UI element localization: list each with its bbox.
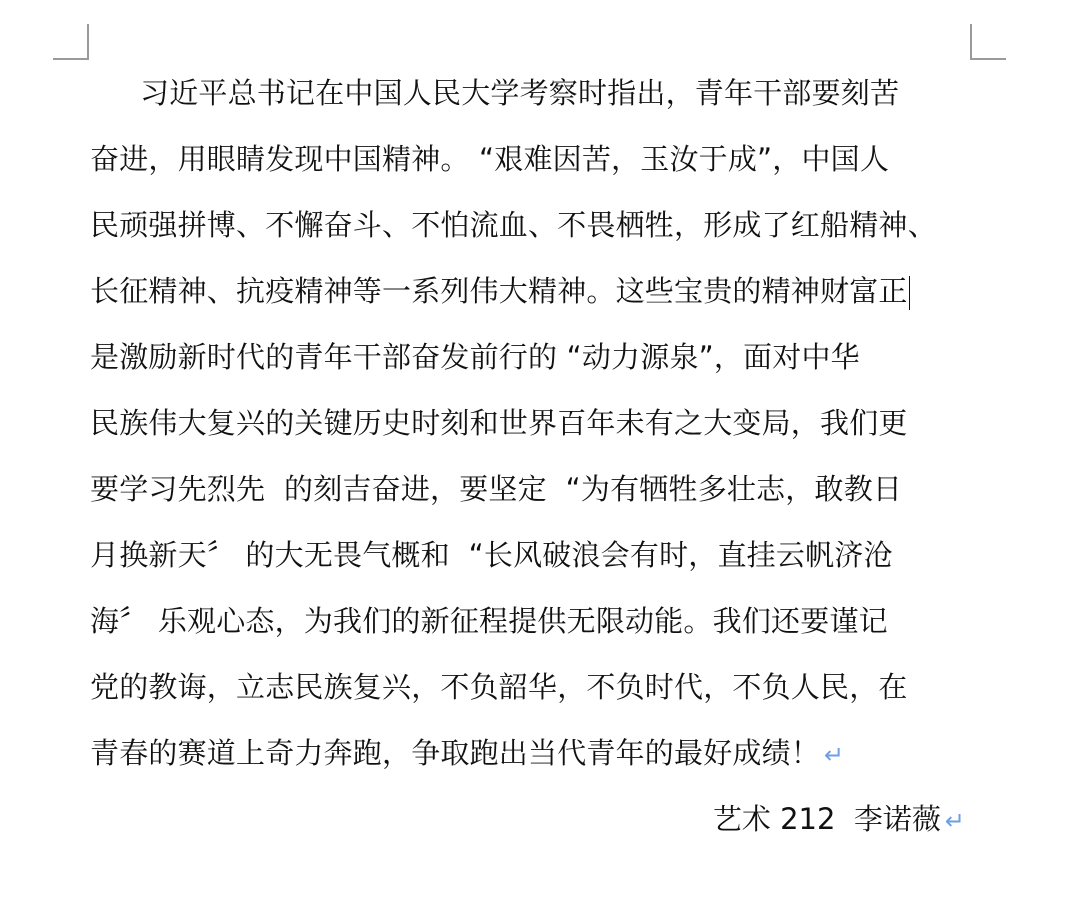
top-right-margin-mark — [970, 24, 1006, 60]
text-line — [90, 588, 980, 654]
text-line — [90, 60, 980, 126]
text-line — [90, 720, 980, 786]
line-text: 要学习先烈先 的刻吉奋进，要坚定 “为有牺牲多壮志，敢教日 — [90, 472, 903, 506]
text-line — [90, 654, 980, 720]
text-cursor — [909, 276, 911, 310]
line-text: 民族伟大复兴的关键历史时刻和世界百年未有之大变局，我们更 — [90, 406, 908, 440]
line-text: 党的教诲，立志民族复兴，不负韶华，不负时代，不负人民，在 — [90, 670, 908, 704]
signature-text: 艺术 212 李诺薇 — [712, 802, 941, 836]
text-line — [90, 522, 980, 588]
paragraph-mark-icon: ↵ — [824, 741, 845, 769]
top-left-margin-mark — [53, 24, 89, 60]
text-line — [90, 324, 980, 390]
line-text: 民顽强拼博、不懈奋斗、不怕流血、不畏栖牲，形成了红船精神、 — [90, 208, 937, 242]
paragraph-mark-icon: ↵ — [944, 807, 965, 835]
line-text: 奋进，用眼睛发现中国精神。 “艰难因苦，玉汝于成”，中国人 — [90, 142, 890, 176]
line-text: 海〞 乐观心态，为我们的新征程提供无限动能。我们还要谨记 — [90, 604, 888, 638]
signature-line[interactable] — [713, 786, 965, 852]
line-text: 青春的赛道上奇力奔跑，争取跑出当代青年的最好成绩！ — [90, 736, 821, 770]
line-text: 习近平总书记在中国人民大学考察时指出，青年干部要刻苦 — [140, 76, 900, 110]
text-line — [90, 126, 980, 192]
text-line — [90, 390, 980, 456]
line-text: 是激励新时代的青年干部奋发前行的 “动力源泉”，面对中华 — [90, 340, 860, 374]
body-paragraph[interactable] — [90, 60, 980, 786]
text-line — [90, 192, 980, 258]
text-line — [90, 258, 980, 324]
line-text: 长征精神、抗疫精神等一系列伟大精神。这些宝贵的精神财富正 — [90, 274, 908, 308]
line-text: 月换新天〞 的大无畏气概和 “长风破浪会有时，直挂云帆济沧 — [90, 538, 893, 572]
text-line — [90, 456, 980, 522]
